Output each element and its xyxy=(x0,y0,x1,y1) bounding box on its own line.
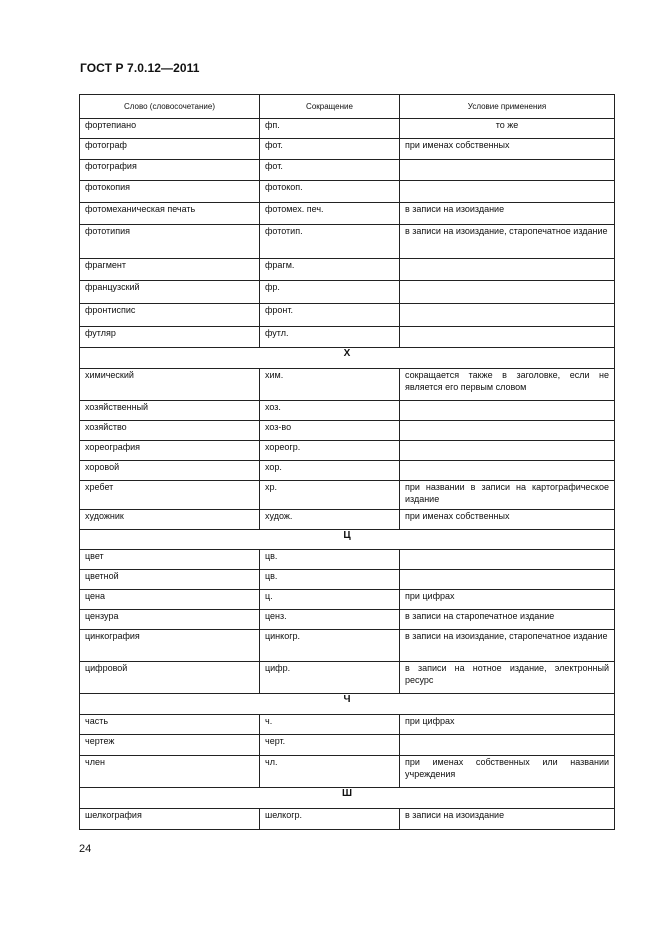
abbreviation-cell: худож. xyxy=(260,510,400,530)
word-cell: член xyxy=(80,756,260,788)
word-cell: цифровой xyxy=(80,662,260,694)
table-row xyxy=(80,225,615,259)
condition-cell xyxy=(400,570,615,590)
condition-cell: в записи на изоиздание, старопечатное издание xyxy=(400,630,615,662)
word-cell: художник xyxy=(80,510,260,530)
condition-cell xyxy=(400,181,615,203)
table-row xyxy=(80,401,615,421)
section-header-row xyxy=(80,788,615,809)
condition-cell: при цифрах xyxy=(400,715,615,735)
abbreviation-cell: цифр. xyxy=(260,662,400,694)
condition-cell xyxy=(400,281,615,304)
condition-cell xyxy=(400,421,615,441)
word-cell: химический xyxy=(80,369,260,401)
condition-cell: в записи на нотное издание, электронный ресурс xyxy=(400,662,615,694)
table-row xyxy=(80,160,615,181)
word-cell: хоровой xyxy=(80,461,260,481)
word-cell: цинкография xyxy=(80,630,260,662)
table-row xyxy=(80,590,615,610)
abbreviation-cell: цинкогр. xyxy=(260,630,400,662)
table-row xyxy=(80,630,615,662)
abbreviation-cell: фрагм. xyxy=(260,259,400,281)
table-row xyxy=(80,735,615,756)
word-cell: хореография xyxy=(80,441,260,461)
abbreviation-cell: черт. xyxy=(260,735,400,756)
table-row xyxy=(80,441,615,461)
section-letter: Ц xyxy=(80,530,615,550)
table-row xyxy=(80,203,615,225)
word-cell: фотография xyxy=(80,160,260,181)
condition-cell: при названии в записи на картографическое издание xyxy=(400,481,615,510)
condition-cell xyxy=(400,550,615,570)
abbreviation-cell: фп. xyxy=(260,119,400,139)
document-header-title: ГОСТ Р 7.0.12—2011 xyxy=(80,61,200,75)
column-header-abbreviation: Сокращение xyxy=(260,95,400,119)
table-row xyxy=(80,327,615,348)
abbreviation-cell: хореогр. xyxy=(260,441,400,461)
table-row xyxy=(80,119,615,139)
abbreviation-cell: хоз. xyxy=(260,401,400,421)
abbreviation-cell: футл. xyxy=(260,327,400,348)
abbreviation-cell: ц. xyxy=(260,590,400,610)
word-cell: фотограф xyxy=(80,139,260,160)
abbreviation-cell: фр. xyxy=(260,281,400,304)
condition-cell: при именах собственных xyxy=(400,139,615,160)
table-row xyxy=(80,139,615,160)
condition-cell xyxy=(400,259,615,281)
word-cell: французский xyxy=(80,281,260,304)
word-cell: цветной xyxy=(80,570,260,590)
condition-cell: в записи на изоиздание, старопечатное издание xyxy=(400,225,615,259)
condition-cell: в записи на старопечатное издание xyxy=(400,610,615,630)
abbreviation-cell: хим. xyxy=(260,369,400,401)
section-header-row xyxy=(80,348,615,369)
word-cell: хребет xyxy=(80,481,260,510)
section-letter: Х xyxy=(80,348,615,369)
condition-cell xyxy=(400,735,615,756)
condition-cell xyxy=(400,461,615,481)
abbreviation-cell: ч. xyxy=(260,715,400,735)
condition-cell: в записи на изоиздание xyxy=(400,809,615,830)
table-row xyxy=(80,369,615,401)
word-cell: цена xyxy=(80,590,260,610)
table-row xyxy=(80,510,615,530)
condition-cell: при цифрах xyxy=(400,590,615,610)
abbreviation-cell: фот. xyxy=(260,160,400,181)
word-cell: фотокопия xyxy=(80,181,260,203)
table-row xyxy=(80,756,615,788)
word-cell: цвет xyxy=(80,550,260,570)
word-cell: чертеж xyxy=(80,735,260,756)
abbreviation-cell: фотомех. печ. xyxy=(260,203,400,225)
condition-cell xyxy=(400,304,615,327)
table-row xyxy=(80,610,615,630)
table-row xyxy=(80,461,615,481)
table-row xyxy=(80,304,615,327)
table-row xyxy=(80,259,615,281)
word-cell: фортепиано xyxy=(80,119,260,139)
abbreviation-cell: чл. xyxy=(260,756,400,788)
condition-cell: при именах собственных или названии учреждения xyxy=(400,756,615,788)
condition-cell: то же xyxy=(400,119,615,139)
table-row xyxy=(80,421,615,441)
word-cell: хозяйственный xyxy=(80,401,260,421)
condition-cell xyxy=(400,441,615,461)
word-cell: футляр xyxy=(80,327,260,348)
abbreviation-cell: шелкогр. xyxy=(260,809,400,830)
abbreviation-cell: хоз-во xyxy=(260,421,400,441)
table-row xyxy=(80,662,615,694)
abbreviation-cell: цв. xyxy=(260,550,400,570)
condition-cell xyxy=(400,327,615,348)
table-row xyxy=(80,550,615,570)
abbreviation-cell: фототип. xyxy=(260,225,400,259)
table-row xyxy=(80,570,615,590)
condition-cell xyxy=(400,160,615,181)
table-row xyxy=(80,481,615,510)
word-cell: шелкография xyxy=(80,809,260,830)
abbreviations-table xyxy=(79,94,615,830)
condition-cell xyxy=(400,401,615,421)
table-row xyxy=(80,715,615,735)
word-cell: цензура xyxy=(80,610,260,630)
word-cell: фотомеханическая печать xyxy=(80,203,260,225)
section-header-row xyxy=(80,694,615,715)
word-cell: фрагмент xyxy=(80,259,260,281)
abbreviation-cell: цв. xyxy=(260,570,400,590)
page-number: 24 xyxy=(79,843,92,855)
table-header-row xyxy=(80,95,615,119)
condition-cell: сокращается также в заголовке, если не является его первым словом xyxy=(400,369,615,401)
word-cell: часть xyxy=(80,715,260,735)
abbreviation-cell: фотокоп. xyxy=(260,181,400,203)
abbreviation-cell: фронт. xyxy=(260,304,400,327)
table-row xyxy=(80,809,615,830)
section-header-row xyxy=(80,530,615,550)
section-letter: Ч xyxy=(80,694,615,715)
abbreviation-cell: ценз. xyxy=(260,610,400,630)
abbreviation-cell: хор. xyxy=(260,461,400,481)
table-row xyxy=(80,281,615,304)
word-cell: фототипия xyxy=(80,225,260,259)
condition-cell: при именах собственных xyxy=(400,510,615,530)
column-header-condition: Условие применения xyxy=(400,95,615,119)
condition-cell: в записи на изоиздание xyxy=(400,203,615,225)
word-cell: хозяйство xyxy=(80,421,260,441)
word-cell: фронтиспис xyxy=(80,304,260,327)
abbreviation-cell: фот. xyxy=(260,139,400,160)
table-row xyxy=(80,181,615,203)
column-header-word: Слово (словосочетание) xyxy=(80,95,260,119)
abbreviation-cell: хр. xyxy=(260,481,400,510)
section-letter: Ш xyxy=(80,788,615,809)
